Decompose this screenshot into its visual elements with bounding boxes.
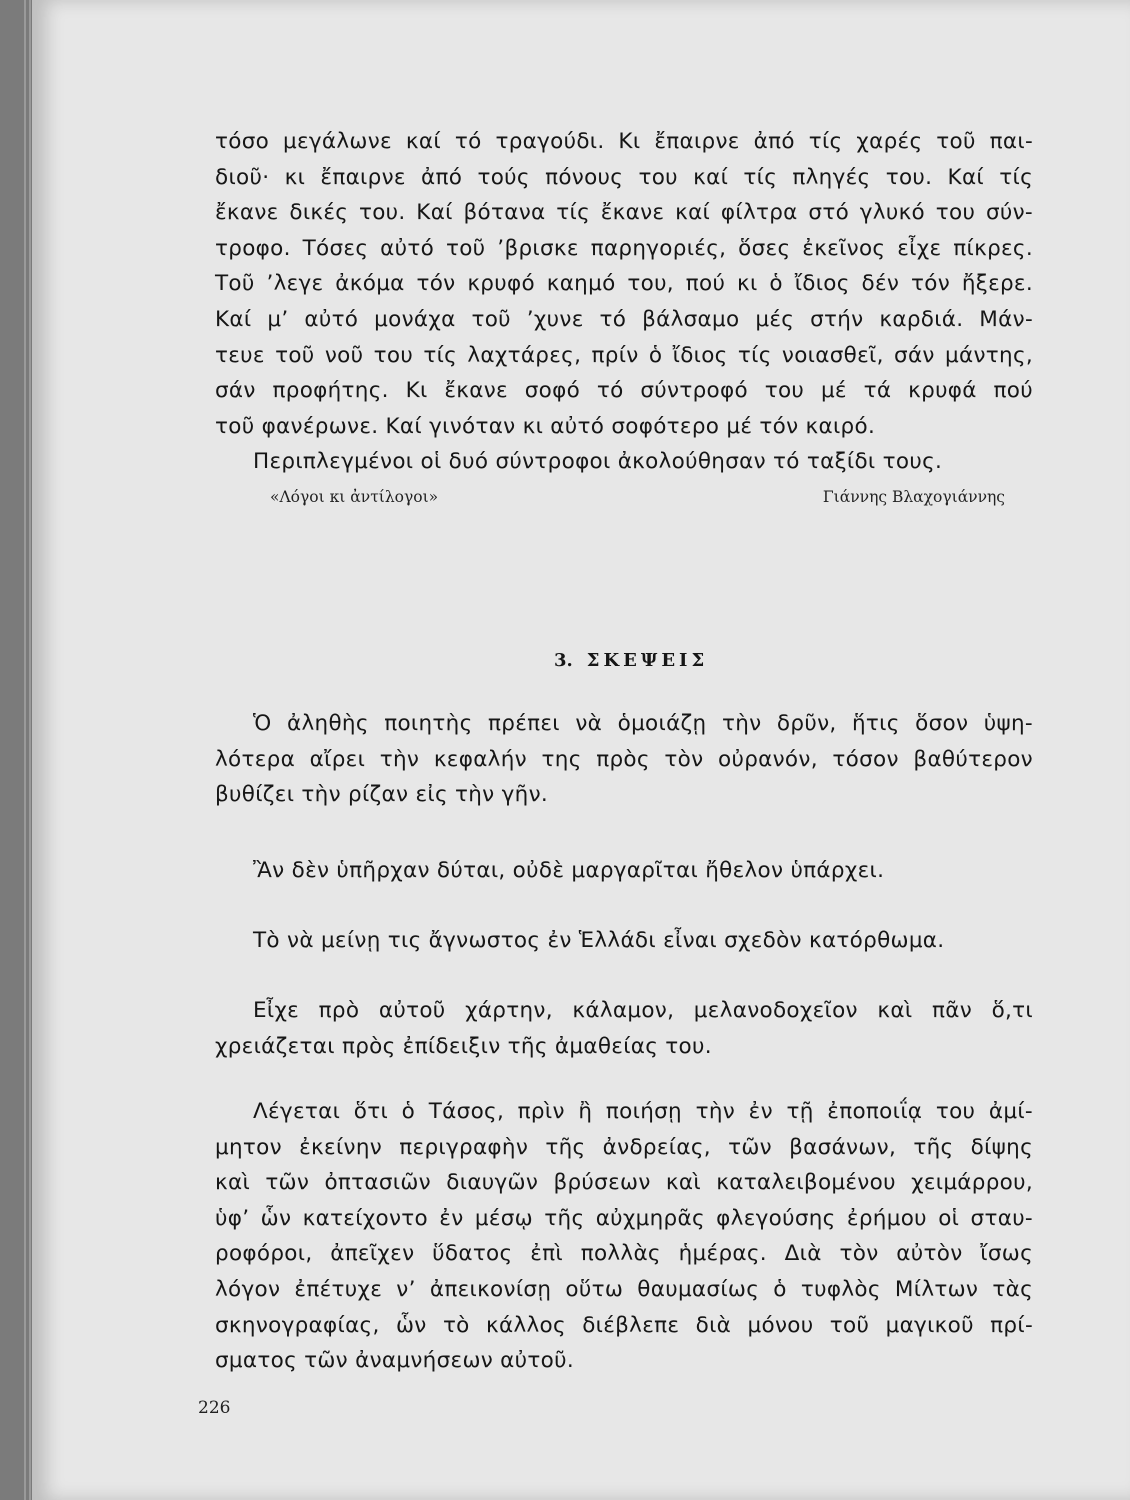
page-stack-edge xyxy=(29,0,31,1500)
text-line: καὶ τῶν ὀπτασιῶν διαυγῶν βρύσεων καὶ καταλειβομένου χειμάρρου, xyxy=(215,1170,1033,1196)
text-line: τροφο. Τόσες αὐτό τοῦ ’βρισκε παρηγοριές, ὅσες ἐκεῖνος εἶχε πίκρες. xyxy=(215,235,1033,261)
source-work: «Λόγοι κι ἀντίλογοι» xyxy=(270,488,439,506)
text-line: Εἶχε πρὸ αὐτοῦ χάρτην, κάλαμον, μελανοδοχεῖον καὶ πᾶν ὅ,τι xyxy=(253,998,1033,1023)
section-number: 3. xyxy=(554,650,573,671)
text-line: τοῦ φανέρωνε. Καί γινόταν κι αὐτό σοφότερο μέ τόν καιρό. xyxy=(215,413,876,439)
thought-paragraph xyxy=(215,1094,1033,1379)
text-line: διοῦ· κι ἔπαιρνε ἀπό τούς πόνους του καί τίς πληγές του. Καί τίς xyxy=(215,164,1033,190)
page-number: 226 xyxy=(198,1398,231,1418)
page-stack-edge xyxy=(24,0,26,1500)
text-line: χρειάζεται πρὸς ἐπίδειξιν τῆς ἀμαθείας του. xyxy=(215,1033,712,1059)
text-line: βυθίζει τὴν ρίζαν εἰς τὴν γῆν. xyxy=(215,782,549,808)
section-heading xyxy=(554,650,708,671)
thought-paragraph xyxy=(215,993,1033,1064)
text-line: ροφόροι, ἀπεῖχεν ὕδατος ἐπὶ πολλὰς ἡμέρας. Διὰ τὸν αὐτὸν ἴσως xyxy=(215,1241,1033,1267)
text-line: Τοῦ ’λεγε ἀκόμα τόν κρυφό καημό του, πού κι ὁ ἴδιος δέν τόν ἤξερε. xyxy=(215,271,1033,297)
thought-paragraph xyxy=(215,853,1033,889)
text-line: Λέγεται ὅτι ὁ Τάσος, πρὶν ἢ ποιήσῃ τὴν ἐν τῇ ἐποποιΐᾳ του ἀμί- xyxy=(253,1099,1033,1124)
text-line: ἔκανε δικές του. Καί βότανα τίς ἔκανε καί φίλτρα στό γλυκό του σύν- xyxy=(215,200,1033,226)
text-line: τόσο μεγάλωνε καί τό τραγούδι. Κι ἔπαιρνε ἀπό τίς χαρές τοῦ παι- xyxy=(215,129,1033,154)
text-line: Ὁ ἀληθὴς ποιητὴς πρέπει νὰ ὁμοιάζῃ τὴν δρῦν, ἥτις ὅσον ὑψη- xyxy=(253,711,1033,736)
text-line: Περιπλεγμένοι οἱ δυό σύντροφοι ἀκολούθησαν τό ταξίδι τους. xyxy=(253,449,943,475)
text-line: μητον ἐκείνην περιγραφὴν τῆς ἀνδρείας, τῶν βασάνων, τῆς δίψης xyxy=(215,1134,1033,1160)
text-line: σάν προφήτης. Κι ἔκανε σοφό τό σύντροφό του μέ τά κρυφά πού xyxy=(215,378,1033,404)
text-line: τευε τοῦ νοῦ του τίς λαχτάρες, πρίν ὁ ἴδιος τίς νοιασθεῖ, σάν μάντης, xyxy=(215,342,1033,368)
text-line: λόγον ἐπέτυχε ν’ ἀπεικονίσῃ οὕτω θαυμασίως ὁ τυφλὸς Μίλτων τὰς xyxy=(215,1276,1033,1302)
source-author: Γιάννης Βλαχογιάννης xyxy=(822,488,1005,506)
text-line: ὑφ’ ὧν κατείχοντο ἐν μέσῳ τῆς αὐχμηρᾶς φλεγούσης ἐρήμου οἱ σταυ- xyxy=(215,1205,1033,1231)
text-line: Ἂν δὲν ὑπῆρχαν δύται, οὐδὲ μαργαρῖται ἤθελον ὑπάρχει. xyxy=(253,858,885,883)
text-line: λότερα αἴρει τὴν κεφαλήν της πρὸς τὸν οὐρανόν, τόσον βαθύτερον xyxy=(215,746,1033,772)
text-line: Τὸ νὰ μείνῃ τις ἄγνωστος ἐν Ἑλλάδι εἶναι σχεδὸν κατόρθωμα. xyxy=(253,928,945,953)
text-line: σματος τῶν ἀναμνήσεων αὐτοῦ. xyxy=(215,1348,574,1374)
section-title: ΣΚΕΨΕΙΣ xyxy=(586,650,709,671)
top-paragraph xyxy=(215,124,1033,480)
thought-paragraph xyxy=(215,706,1033,813)
thought-paragraph xyxy=(215,923,1033,959)
text-line: σκηνογραφίας, ὧν τὸ κάλλος διέβλεπε διὰ μόνου τοῦ μαγικοῦ πρί- xyxy=(215,1312,1033,1338)
text-line: Καί μ’ αὐτό μονάχα τοῦ ’χυνε τό βάλσαμο μές στήν καρδιά. Μάν- xyxy=(215,306,1033,332)
